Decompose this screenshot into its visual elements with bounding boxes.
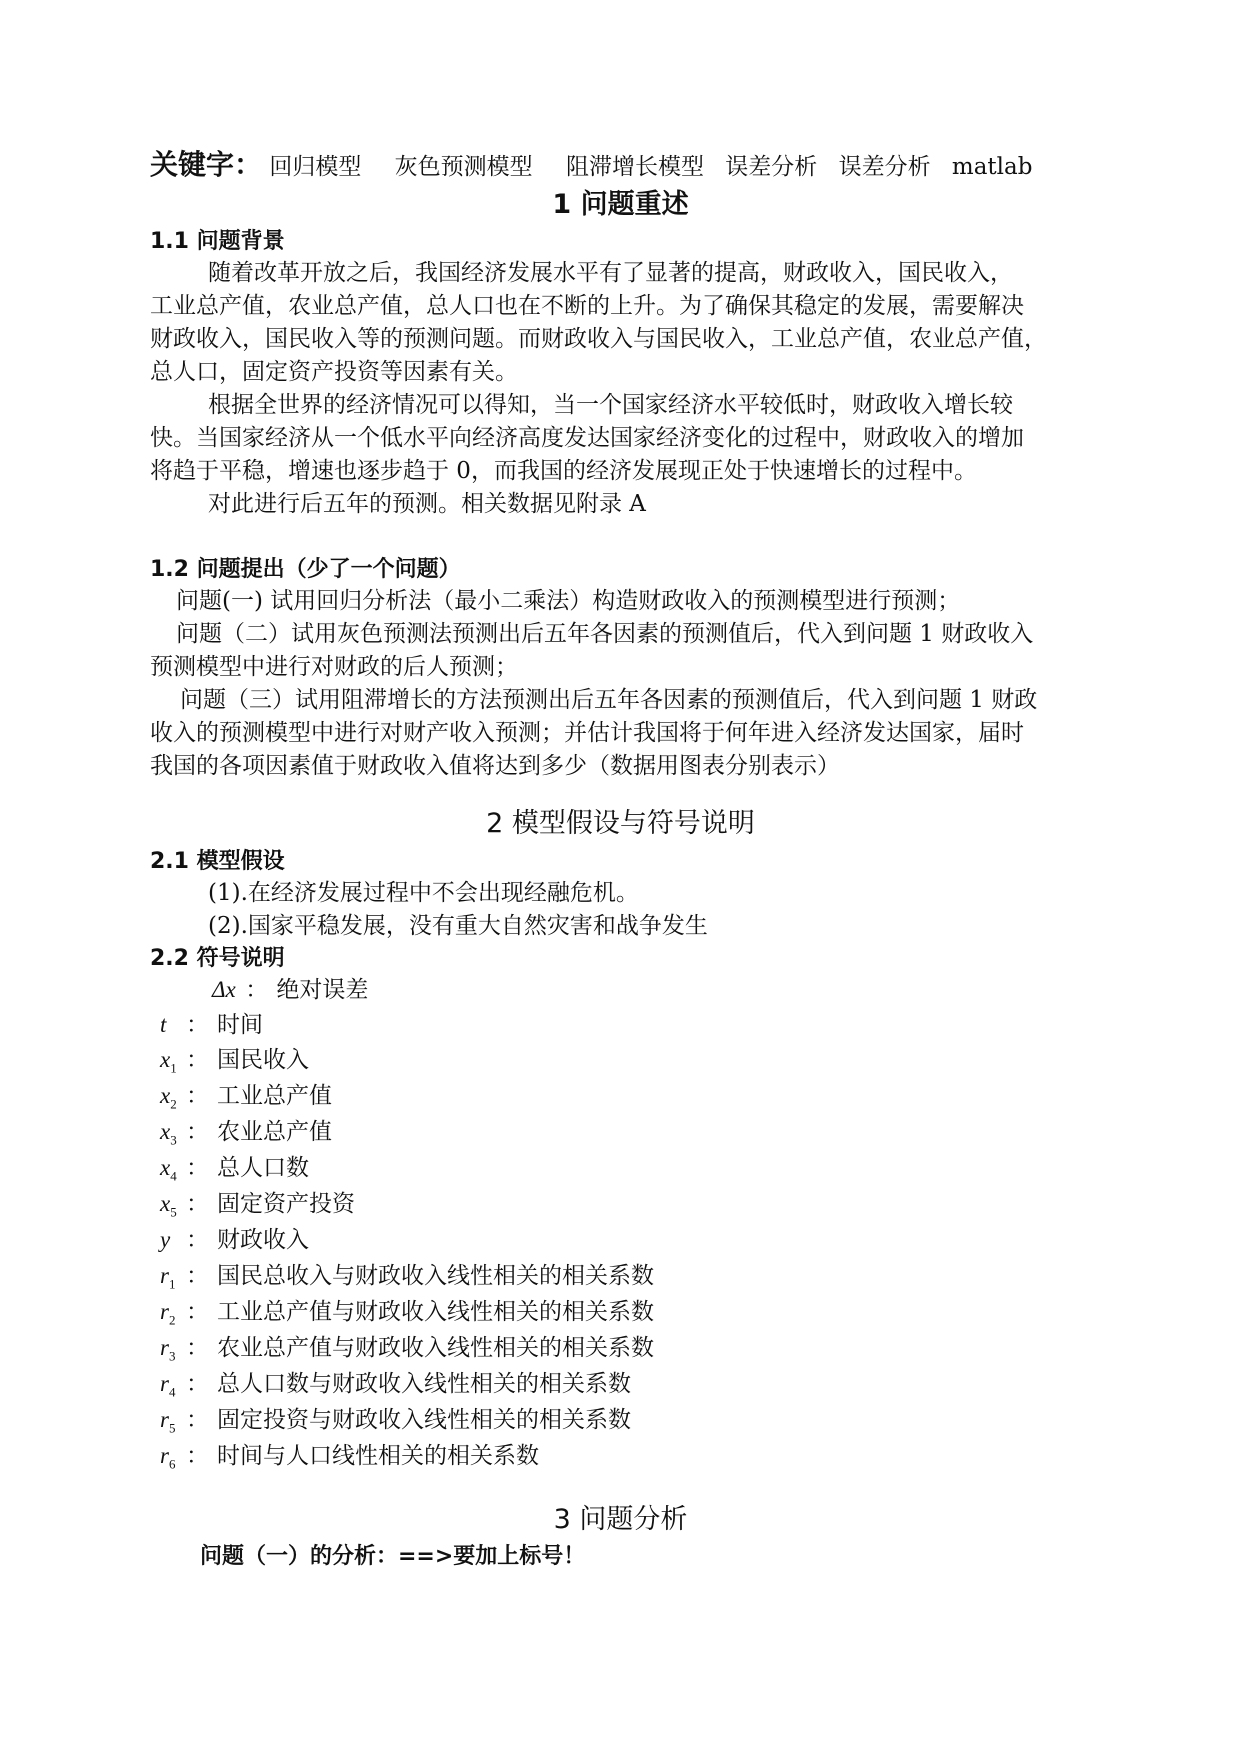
symbol-subscript: 3 (170, 1132, 177, 1148)
symbol-glyph (160, 1441, 184, 1480)
symbol-row (160, 1153, 309, 1192)
symbol-separator: ： (186, 1299, 209, 1325)
paragraph-line: 将趋于平稳，增速也逐步趋于 0，而我国的经济发展现正处于快速增长的过程中。 (150, 458, 977, 484)
symbol-glyph (160, 1153, 184, 1192)
symbol-base: x (160, 1155, 171, 1180)
subsection-title-1-1: 1.1 问题背景 (150, 229, 285, 254)
symbol-row (160, 1189, 355, 1228)
paragraph-line: 随着改革开放之后，我国经济发展水平有了显著的提高，财政收入，国民收入， (208, 260, 1013, 286)
keyword-item: 误差分析 (725, 154, 818, 180)
symbol-subscript: 1 (168, 1276, 176, 1292)
symbol-row (160, 1045, 309, 1084)
symbol-base: r (160, 1443, 169, 1468)
symbol-row (160, 1297, 654, 1336)
paragraph-line: 根据全世界的经济情况可以得知，当一个国家经济水平较低时，财政收入增长较 (208, 392, 1013, 418)
symbol-glyph (212, 975, 236, 1005)
symbol-separator: ： (186, 1227, 209, 1253)
symbol-glyph (160, 1010, 184, 1040)
symbol-glyph (160, 1081, 184, 1120)
symbol-separator: ： (186, 1443, 209, 1469)
symbol-row (160, 1081, 332, 1120)
symbol-base: x (160, 1047, 171, 1072)
keyword-item: 回归模型 (269, 154, 362, 180)
symbol-description: 农业总产值与财政收入线性相关的相关系数 (217, 1335, 654, 1361)
symbol-base: x (160, 1191, 171, 1216)
symbol-glyph (160, 1261, 184, 1300)
symbol-row (160, 1117, 332, 1156)
paragraph-line: 对此进行后五年的预测。相关数据见附录 A (208, 491, 646, 517)
symbol-separator: ： (238, 977, 269, 1003)
question-line: 问题（三）试用阻滞增长的方法预测出后五年各因素的预测值后，代入到问题 1 财政 (180, 687, 1038, 713)
symbol-separator: ： (186, 1191, 209, 1217)
symbol-subscript: 2 (170, 1096, 177, 1112)
symbol-base: x (160, 1083, 171, 1108)
symbol-row (160, 1405, 631, 1444)
symbol-glyph (160, 1045, 184, 1084)
symbol-separator: ： (186, 1047, 209, 1073)
symbol-glyph (160, 1333, 184, 1372)
symbol-subscript: 5 (168, 1420, 176, 1436)
symbol-base: r (160, 1263, 169, 1288)
subsection-title-2-2: 2.2 符号说明 (150, 946, 285, 971)
symbol-description: 固定投资与财政收入线性相关的相关系数 (217, 1407, 631, 1433)
keyword-item: 误差分析 (838, 154, 931, 180)
symbol-subscript: 2 (168, 1312, 176, 1328)
symbol-base: r (160, 1335, 169, 1360)
question-line: 预测模型中进行对财政的后人预测； (150, 654, 518, 680)
symbol-base: r (160, 1299, 169, 1324)
assumption-item: (2).国家平稳发展，没有重大自然灾害和战争发生 (208, 913, 708, 939)
symbol-separator: ： (186, 1371, 209, 1397)
symbol-base: r (160, 1371, 169, 1396)
question-line: 我国的各项因素值于财政收入值将达到多少（数据用图表分别表示） (150, 753, 840, 779)
symbol-subscript: 4 (170, 1168, 177, 1184)
symbol-subscript: 3 (168, 1348, 176, 1364)
symbol-row (160, 1369, 631, 1408)
symbol-glyph (160, 1189, 184, 1228)
paragraph-line: 工业总产值，农业总产值，总人口也在不断的上升。为了确保其稳定的发展，需要解决 (150, 293, 1024, 319)
symbol-description: 国民总收入与财政收入线性相关的相关系数 (217, 1263, 654, 1289)
question-line: 问题（二）试用灰色预测法预测出后五年各因素的预测值后，代入到问题 1 财政收入 (176, 621, 1034, 647)
symbol-description: 时间 (217, 1012, 263, 1038)
keyword-item: 阻滞增长模型 (565, 154, 704, 180)
question-line: 收入的预测模型中进行对财产收入预测；并估计我国将于何年进入经济发达国家，届时 (150, 720, 1024, 746)
symbol-base: x (160, 1119, 171, 1144)
symbol-glyph (160, 1225, 184, 1255)
keywords-label: 关键字： (150, 148, 263, 181)
keywords-line (150, 150, 1058, 182)
symbol-separator: ： (186, 1012, 209, 1038)
symbol-separator: ： (186, 1083, 209, 1109)
symbol-base: t (160, 1012, 167, 1037)
symbol-subscript: 1 (170, 1060, 177, 1076)
symbol-glyph (160, 1405, 184, 1444)
section-title-3: 3 问题分析 (553, 1504, 688, 1535)
symbol-row (160, 1441, 539, 1480)
symbol-glyph (160, 1297, 184, 1336)
symbol-row (212, 975, 368, 1005)
symbol-description: 总人口数与财政收入线性相关的相关系数 (217, 1371, 631, 1397)
symbol-separator: ： (186, 1119, 209, 1145)
symbol-base: r (160, 1407, 169, 1432)
keyword-item: matlab (951, 154, 1033, 180)
paragraph-line: 总人口，固定资产投资等因素有关。 (150, 359, 518, 385)
symbol-description: 国民收入 (217, 1047, 309, 1073)
symbol-description: 农业总产值 (217, 1119, 332, 1145)
paragraph-line: 财政收入，国民收入等的预测问题。而财政收入与国民收入，工业总产值，农业总产值， (150, 326, 1047, 352)
symbol-description: 固定资产投资 (217, 1191, 355, 1217)
symbol-description: 工业总产值 (217, 1083, 332, 1109)
symbol-row (160, 1225, 309, 1255)
symbol-description: 时间与人口线性相关的相关系数 (217, 1443, 539, 1469)
subsection-title-1-2: 1.2 问题提出（少了一个问题） (150, 557, 461, 582)
symbol-subscript: 5 (170, 1204, 177, 1220)
symbol-glyph (160, 1117, 184, 1156)
question-line: 问题(一) 试用回归分析法（最小二乘法）构造财政收入的预测模型进行预测； (176, 588, 961, 614)
symbol-base: y (160, 1227, 171, 1252)
symbol-base: Δx (212, 977, 236, 1002)
subsection-title-3-1: 问题（一）的分析：==>要加上标号！ (200, 1544, 586, 1569)
symbol-row (160, 1010, 263, 1040)
symbol-row (160, 1261, 654, 1300)
keyword-item: 灰色预测模型 (394, 154, 533, 180)
symbol-separator: ： (186, 1155, 209, 1181)
section-title-2: 2 模型假设与符号说明 (486, 808, 755, 839)
symbol-description: 财政收入 (217, 1227, 309, 1253)
symbol-separator: ： (186, 1335, 209, 1361)
section-title-1: 1 问题重述 (552, 189, 689, 220)
symbol-subscript: 4 (168, 1384, 176, 1400)
symbol-description: 工业总产值与财政收入线性相关的相关系数 (217, 1299, 654, 1325)
subsection-title-2-1: 2.1 模型假设 (150, 849, 285, 874)
symbol-description: 绝对误差 (276, 977, 369, 1003)
symbol-separator: ： (186, 1407, 209, 1433)
symbol-separator: ： (186, 1263, 209, 1289)
assumption-item: (1).在经济发展过程中不会出现经融危机。 (208, 880, 639, 906)
symbol-subscript: 6 (168, 1456, 176, 1472)
paragraph-line: 快。当国家经济从一个低水平向经济高度发达国家经济变化的过程中，财政收入的增加 (150, 425, 1024, 451)
symbol-row (160, 1333, 654, 1372)
symbol-glyph (160, 1369, 184, 1408)
symbol-description: 总人口数 (217, 1155, 309, 1181)
